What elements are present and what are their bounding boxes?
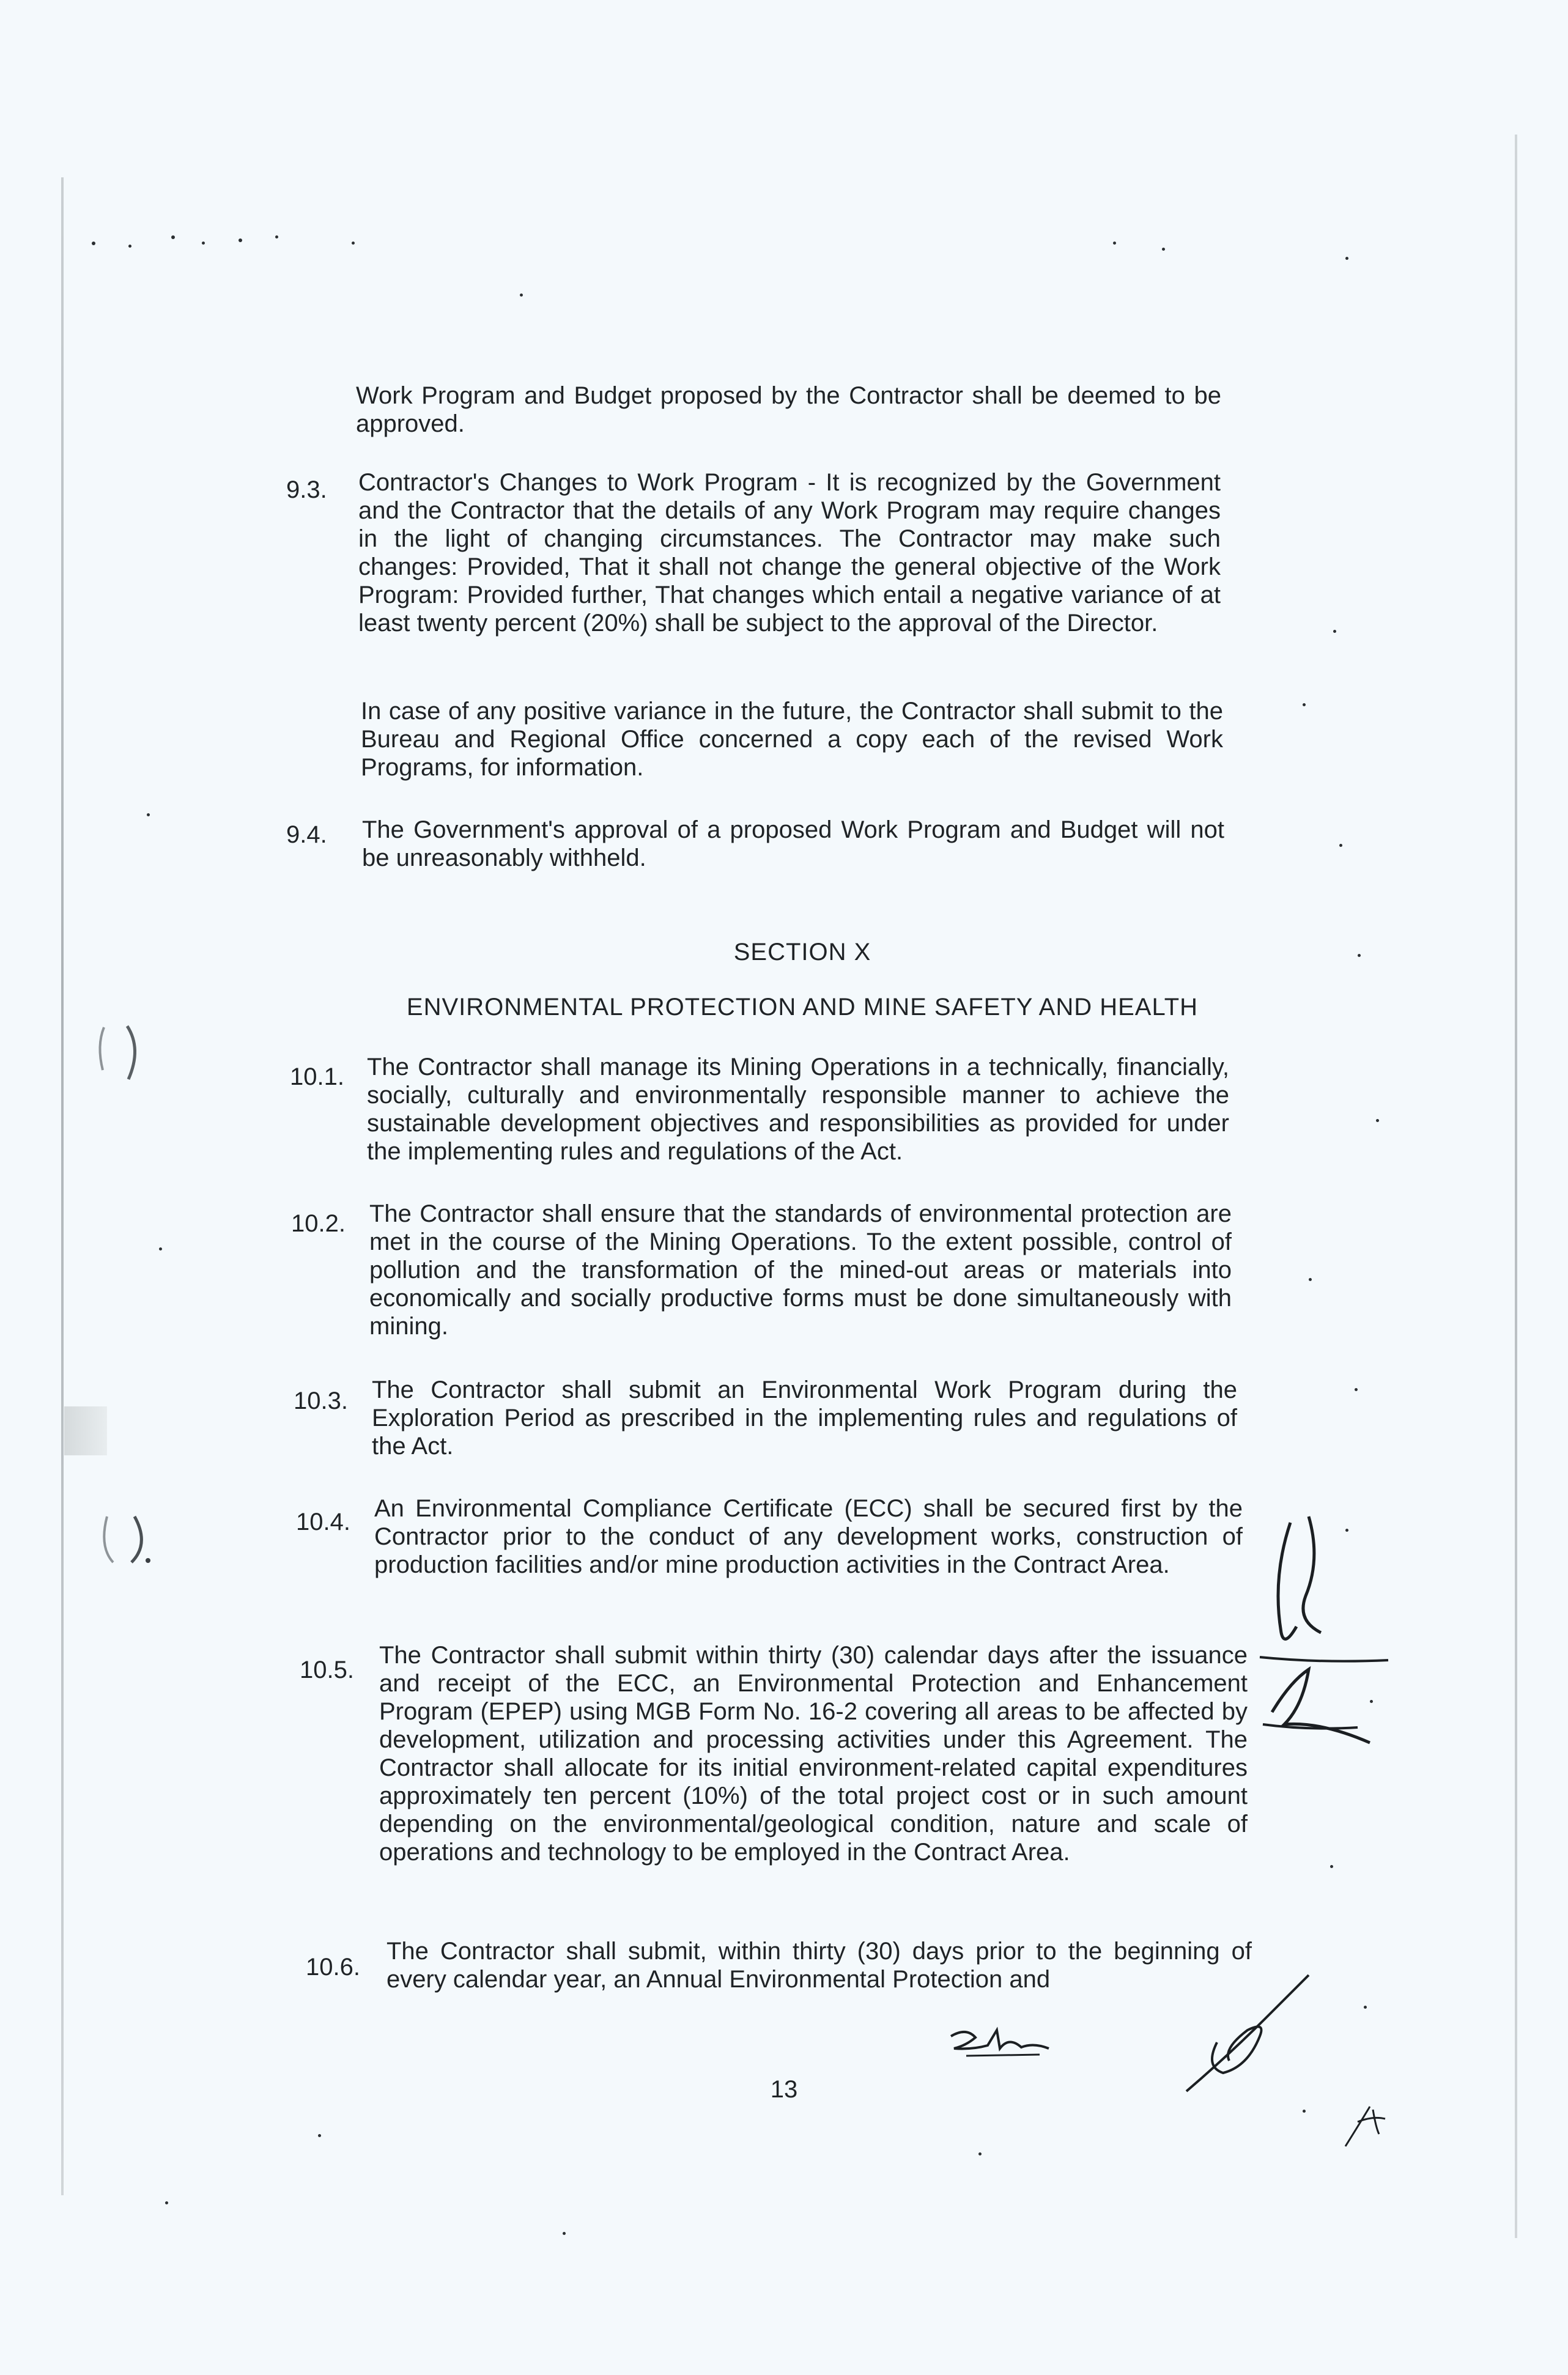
punch-hole-top-icon [92,1021,147,1088]
punch-hole-bottom-icon [92,1510,165,1578]
section-subtitle: ENVIRONMENTAL PROTECTION AND MINE SAFETY AND HEALTH [406,994,1199,1021]
continued-paragraph: Work Program and Budget proposed by the Contractor shall be deemed to be approved. [356,382,1221,437]
clause-number-10-2: 10.2. [291,1210,346,1237]
clause-9-3-paragraph-2: In case of any positive variance in the future, the Contractor shall submit to the Bureau and Regional Office concerned a copy each of the revised Work Programs, for information. [361,698,1223,781]
clause-number-9-4: 9.4. [286,821,327,848]
clause-10-1-text: The Contractor shall manage its Mining Operations in a technically, financially, socially, culturally and environmentally responsible manner to achieve the sustainable development objectives and responsibilities as provided for under the implementing rules and regulations of the Act. [367,1054,1229,1165]
scan-shadow-mark [64,1406,107,1455]
clause-10-5-text: The Contractor shall submit within thirty (30) calendar days after the issuance and receipt of the ECC, an Environmental Protection and Enhancement Program (EPEP) using MGB Form No. 16-2 covering all areas to be affected by development, utilization and processing activities under this Agreement. The Contractor shall allocate for its initial environment-related capital expenditures approximately ten percent (10%) of the total project cost or in such amount depending on the environmental/geological condition, nature and scale of operations and technology to be employed in the Contract Area. [379,1642,1248,1866]
clause-10-3-text: The Contractor shall submit an Environmental Work Program during the Exploration Period as prescribed in the implementing rules and regulations of the Act. [372,1376,1237,1460]
clause-number-10-4: 10.4. [296,1509,350,1535]
section-title: SECTION X [733,939,871,966]
scan-edge-left [61,177,64,2195]
clause-9-3-paragraph-1: Contractor's Changes to Work Program - It is recognized by the Government and the Contractor that the details of any Work Program may require changes in the light of changing circumstances. The Contractor may make such changes: Provided, That it shall not change the general objective of the Work Program: Provided further, That changes which entail a negative variance of at least twenty percent (20%) shall be subject to the approval of the Director. [358,469,1221,637]
clause-9-4-paragraph: The Government's approval of a proposed Work Program and Budget will not be unreasonably withheld. [362,816,1224,871]
clause-number-10-3: 10.3. [294,1387,348,1414]
signature-initials-bottom [942,2012,1064,2067]
clause-10-6-text: The Contractor shall submit, within thirty (30) days prior to the beginning of every calendar year, an Annual Environmental Protection and [386,1938,1252,1993]
clause-number-10-6: 10.6. [306,1954,360,1981]
clause-number-10-1: 10.1. [290,1063,344,1090]
signature-initials-margin [1248,1510,1394,1767]
clause-number-10-5: 10.5. [300,1657,354,1683]
signature-initials-corner [1339,2097,1394,2152]
scan-edge-right [1515,135,1517,2238]
page-number: 13 [770,2076,798,2103]
clause-10-2-text: The Contractor shall ensure that the standards of environmental protection are met in the course of the Mining Operations. To the extent possible, control of pollution and the transformation of the mined-out areas or materials into economically and socially productive forms must be done simultaneously with mining. [369,1200,1232,1340]
clause-10-4-text: An Environmental Compliance Certificate (ECC) shall be secured first by the Contractor prior to the conduct of any development works, construction of production facilities and/or mine production activities in the Contract Area. [374,1495,1243,1578]
clause-number-9-3: 9.3. [286,476,327,503]
